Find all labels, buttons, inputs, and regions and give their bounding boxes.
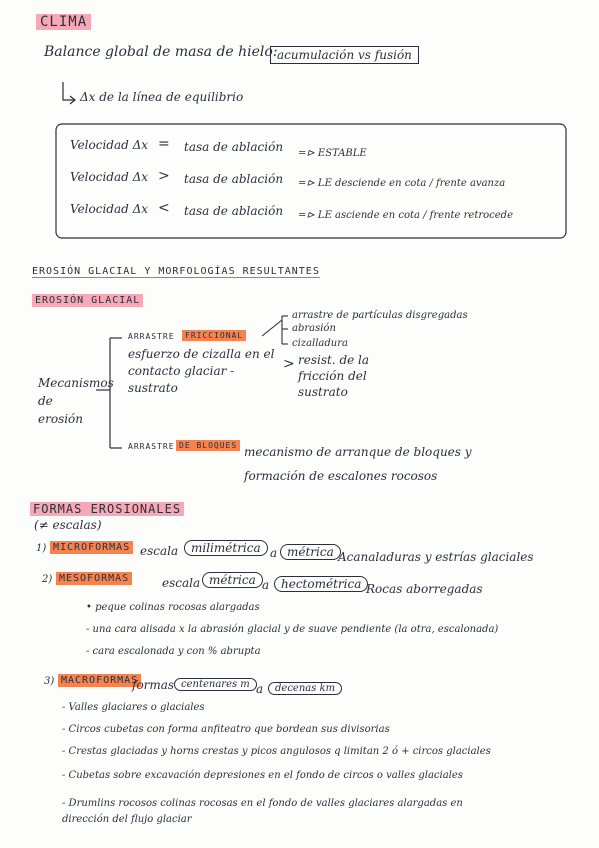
macro-from: centenares m: [174, 678, 257, 691]
macro-to: decenas km: [268, 682, 342, 695]
effect-3: cizalladura: [292, 338, 348, 349]
esfuerzo-text: esfuerzo de cizalla en el contacto glaciar - sustrato: [128, 347, 275, 395]
micro-num: 1): [36, 543, 47, 554]
row-2-left: Velocidad Δx: [70, 170, 149, 184]
meso-bullet-1: • peque colinas rocosas alargadas: [86, 602, 260, 613]
formas-sub: (≠ escalas): [34, 518, 102, 532]
meso-label: MESOFORMAS: [56, 572, 132, 585]
row-3-left: Velocidad Δx: [70, 202, 149, 216]
macro-pre: formas: [132, 678, 175, 692]
row-1-mid: tasa de ablación: [184, 140, 284, 154]
mecanismos-label: Mecanismos de erosión: [38, 376, 114, 426]
row-3-op: <: [158, 200, 170, 216]
macro-item-2: - Circos cubetas con forma anfiteatro que bordean sus divisorias: [62, 724, 390, 735]
meso-bullet-2: - una cara alisada x la abrasión glacial y de suave pendiente (la otra, escalonada): [86, 624, 499, 635]
micro-pre: escala: [140, 544, 179, 558]
mecanismo-text: mecanismo de arranque de bloques y formación de escalones rocosos: [244, 445, 472, 483]
micro-text: Acanaladuras y estrías glaciales: [338, 550, 534, 564]
macro-item-3: - Crestas glaciadas y horns crestas y picos angulosos q limitan 2 ó + circos glaciales: [62, 746, 491, 757]
greater-sign: >: [283, 356, 295, 372]
clima-heading: CLIMA: [36, 14, 91, 30]
meso-pre: escala: [162, 576, 201, 590]
formas-heading: FORMAS EROSIONALES: [30, 502, 184, 516]
friccional-label: FRICCIONAL: [182, 330, 246, 341]
micro-from: milimétrica: [184, 540, 268, 556]
macro-item-1: - Valles glaciares o glaciales: [62, 702, 205, 713]
row-3-right: =⊳ LE asciende en cota / frente retrocede: [298, 210, 513, 221]
balance-box: acumulación vs fusión: [270, 46, 419, 64]
effect-1: arrastre de partículas disgregadas: [292, 310, 468, 321]
row-3-mid: tasa de ablación: [184, 204, 284, 218]
macro-a: a: [256, 682, 264, 696]
erosion-subheading: EROSIÓN GLACIAL: [32, 294, 143, 307]
meso-a: a: [262, 578, 270, 592]
arrastre-label-2: ARRASTRE: [128, 442, 175, 451]
meso-num: 2): [42, 574, 53, 585]
row-2-mid: tasa de ablación: [184, 172, 284, 186]
row-1-right: =⊳ ESTABLE: [298, 148, 367, 159]
de-bloques-label: DE BLOQUES: [176, 440, 240, 451]
arrastre-label: ARRASTRE: [128, 332, 175, 341]
row-2-right: =⊳ LE desciende en cota / frente avanza: [298, 178, 506, 189]
row-1-op: =: [158, 136, 170, 152]
resist-text: resist. de la fricción del sustrato: [298, 353, 370, 399]
row-1-left: Velocidad Δx: [70, 138, 149, 152]
micro-to: métrica: [280, 544, 341, 560]
meso-text: Rocas aborregadas: [366, 582, 483, 596]
micro-label: MICROFORMAS: [50, 541, 133, 554]
effect-2: abrasión: [292, 323, 336, 334]
meso-to: hectométrica: [274, 576, 368, 592]
macro-label: MACROFORMAS: [58, 674, 141, 687]
meso-bullet-3: - cara escalonada y con % abrupta: [86, 646, 261, 657]
micro-a: a: [270, 546, 278, 560]
balance-label: Balance global de masa de hielo:: [44, 44, 278, 60]
macro-num: 3): [44, 676, 55, 687]
macro-item-5: - Drumlins rocosos colinas rocosas en el fondo de valles glaciares alargadas en dirección del flujo glaciar: [62, 798, 463, 825]
macro-item-4: - Cubetas sobre excavación depresiones en el fondo de circos o valles glaciales: [62, 770, 463, 781]
row-2-op: >: [158, 168, 170, 184]
delta-line: Δx de la línea de equilibrio: [80, 90, 244, 104]
meso-from: métrica: [202, 572, 263, 588]
erosion-main-heading: EROSIÓN GLACIAL Y MORFOLOGÍAS RESULTANTES: [32, 266, 320, 277]
